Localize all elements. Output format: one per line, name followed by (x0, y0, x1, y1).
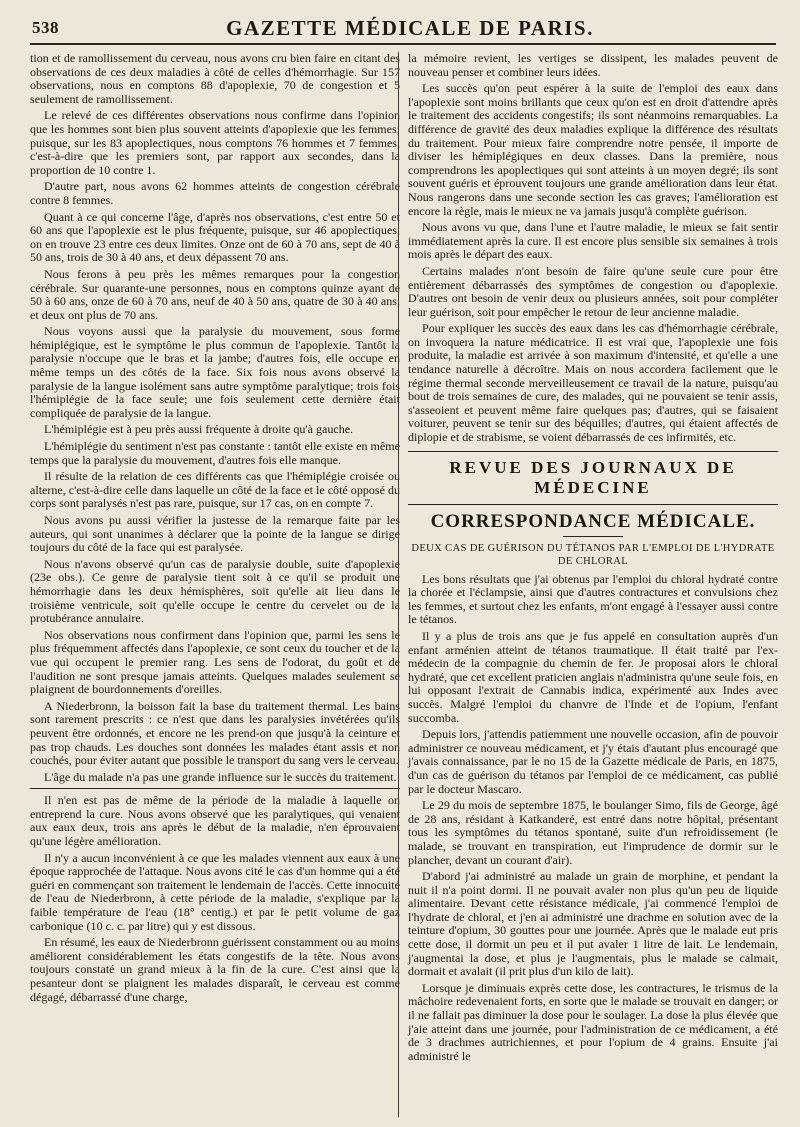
paragraph: Les bons résultats que j'ai obtenus par l'emploi du chloral hydraté contre la chorée et l'éclampsie, ainsi que d'autres contractures et convulsions chez les femmes, et surtout chez les enfants, m'ont engagé à l'essayer aussi contre le tétanos. (408, 571, 778, 627)
paragraph: Il n'y a aucun inconvénient à ce que les malades viennent aux eaux à une époque rapprochée de l'attaque. Nous avons cité le cas d'un homme qui a été guéri en commençant son traitement le lendemain de l'accès. Cette innocuité de l'eau de Niederbronn, à cette période de la maladie, s'explique par la faible température de l'eau (18° centig.) et par le petit volume de gaz carbonique (10 c. c. par litre) qui y est dissous. (30, 850, 400, 933)
paragraph: Nous voyons aussi que la paralysie du mouvement, sous forme hémiplégique, est le symptôme le plus commun de l'apoplexie. Tantôt la paralysie n'occupe que le bras et la jambe; d'autres fois, elle occupe en même temps un des côtés de la face. Six fois nous avons observé la paralysie de la langue isolément sans autre symptôme paralytique; trois fois l'hémiplégie de la face seule; une fois seulement cette dernière était compliquée de paralysie de la langue. (30, 324, 400, 420)
column-divider (398, 52, 399, 1117)
article-title: DEUX CAS DE GUÉRISON DU TÉTANOS PAR L'EMPLOI DE L'HYDRATE DE CHLORAL (411, 542, 775, 567)
paragraph: Nous avons vu que, dans l'une et l'autre maladie, le mieux se fait sentir immédiatement après la cure. Il est encore plus sensible six semaines à trois mois après le départ des eaux. (408, 220, 778, 262)
paragraph: Il y a plus de trois ans que je fus appelé en consultation auprès d'un enfant arménien atteint de tétanos traumatique. Il était traité par l'ex-médecin de la compagnie du chemin de fer. Je proposai alors le chloral hydraté, que cet excellent praticien anglais n'administra qu'une seule fois, en lui opposant l'extrait de Cannabis indica, expérimenté aux Indes avec succès. Malgré l'emploi du chanvre de l'Inde et de l'opium, l'enfant succomba. (408, 629, 778, 725)
paragraph: L'hémiplégie du sentiment n'est pas constante : tantôt elle existe en même temps que la paralysie du mouvement, d'autres fois elle manque. (30, 439, 400, 467)
review-heading: REVUE DES JOURNAUX DE MÉDECINE (449, 457, 737, 497)
paragraph: Il résulte de la relation de ces différents cas que l'hémiplégie croisée ou alterne, c'est-à-dire celle dans laquelle un côté de la face et le côté opposé du corps sont paralysés n'est pas rare, puisque, sur 17 cas, on en compte 7. (30, 469, 400, 511)
paragraph: Quant à ce qui concerne l'âge, d'après nos observations, c'est entre 50 et 60 ans que l'apoplexie est le plus fréquente, puisque, sur 46 apoplectiques, on en trouve 23 entre ces deux limites. Onze ont de 60 à 70 ans, sept de 40 à 50 ans, trois de 30 à 40 ans, et deux dépassent 70 ans. (30, 209, 400, 265)
paragraph: la mémoire revient, les vertiges se dissipent, les malades peuvent de nouveau penser et combiner leurs idées. (408, 51, 778, 79)
paragraph: Les succès qu'on peut espérer à la suite de l'emploi des eaux dans l'apoplexie sont moins brillants que ceux qu'on est en droit d'attendre après le traitement des accidents congestifs; ils sont néanmoins remarquables. La différence de gravité des deux maladies explique la différence des résultats du traitement. Pour mieux faire comprendre notre pensée, il importe de diviser les hémiplégiques en deux classes. Dans la première, nous comprendrons les apoplectiques qui sont atteints à un moyen degré; ils sont souvent guéris et éprouvent toujours une grande amélioration dans leur état. Nous rangerons dans une seconde section les cas graves; l'amélioration est encore la règle, mais le mieux ne va jamais jusqu'à complète guérison. (408, 81, 778, 218)
left-column (30, 52, 400, 1007)
paragraph: L'âge du malade n'a pas une grande influence sur le succès du traitement. (44, 769, 397, 784)
right-column (408, 52, 778, 1066)
paragraph: Depuis lors, j'attendis patiemment une nouvelle occasion, afin de pouvoir administrer ce nouveau médicament, et j'y étais d'autant plus encouragé que j'avais connaissance, par le no 15 de la Gazette médicale de Paris, en 1875, d'un cas de guérison du tétanos par l'emploi de ce médicament, cas publié par le docteur Mascaro. (408, 727, 778, 796)
paragraph: D'autre part, nous avons 62 hommes atteints de congestion cérébrale contre 8 femmes. (30, 179, 400, 207)
header-rule (30, 43, 776, 45)
journal-title: GAZETTE MÉDICALE DE PARIS. (226, 16, 594, 40)
paragraph: En résumé, les eaux de Niederbronn guérissent constamment ou au moins améliorent considérablement les états congestifs de la tête. Nous avons toujours constaté un grand mieux à la fin de la cure. C'est ainsi que la pesanteur dont se plaignent les malades disparaît, le cerveau est comme dégagé, débarrassé d'une charge, (30, 935, 400, 1004)
paragraph: Pour expliquer les succès des eaux dans les cas d'hémorrhagie cérébrale, on invoquera la nature médicatrice. Il est vrai que, l'apoplexie une fois produite, la maladie est arrivée à son maximum d'intensité, et qu'elle a une tendance naturelle à décroître. Mais on nous accordera facilement que le régime thermal seconde merveilleusement ce travail de la nature, puisqu'au bout de trois semaines de cure, des malades, qui ne pouvaient se tenir assis, s'asseoient et peuvent même faire quelques pas; d'autres, qui se faisaient voiturer, peuvent se tenir sur des béquilles; d'autres, qui étaient affectés de diplopie et de strabisme, se voient débarrassés de ces infirmités, etc. (408, 321, 778, 445)
paragraph: tion et de ramollissement du cerveau, nous avons cru bien faire en citant des observations de ces deux maladies à côté de celles d'hémorrhagie. Sur 157 observations, nous en comptons 88 d'apoplexie, 70 de congestion et 5 seulement de ramollissement. (30, 51, 400, 106)
correspondence-heading: CORRESPONDANCE MÉDICALE. (430, 510, 756, 532)
paragraph: Le 29 du mois de septembre 1875, le boulanger Simo, fils de George, âgé de 28 ans, résidant à Katkanderé, est entré dans notre hôpital, présentant tous les symptômes du tétanos spontané, suite d'un refroidissement (le malade, se trouvant en transpiration, eut l'imprudence de dormir sur le plancher, devant un courant d'air). (408, 798, 778, 867)
paragraph: Nos observations nous confirment dans l'opinion que, parmi les sens le plus fréquemment affectés dans l'apoplexie, ce sont ceux du toucher et de la vue qui occupent le premier rang. Les sens de l'odorat, du goût et de l'audition ne sont presque jamais atteints. Quelques malades seulement se plaignent de bourdonnements d'oreilles. (30, 627, 400, 697)
paragraph: Il n'en est pas de même de la période de la maladie à laquelle on entreprend la cure. Nous avons observé que les paralytiques, qui venaient aux eaux deux, trois ans après le début de la maladie, n'en éprouvaient qu'une légère amélioration. (30, 793, 400, 849)
section-rule (408, 451, 778, 452)
paragraph: A Niederbronn, la boisson fait la base du traitement thermal. Les bains sont rarement prescrits : ce n'est que dans les paralysies invétérées qu'ils peuvent être ordonnés, et encore ne les prend-on que jusqu'à la ceinture et pas trop chauds. Les douches sont données les malades étant assis et non couchés, pour éviter autant que possible le transport du sang vers le cerveau. (30, 698, 400, 768)
section-rule (30, 788, 400, 789)
paragraph: D'abord j'ai administré au malade un grain de morphine, et pendant la nuit il n'a point dormi. Il ne pouvait avaler non plus qu'un peu de liquide alimentaire. Devant cette résistance médicale, j'ai commencé l'emploi de l'hydrate de chloral, et j'en ai administré une drachme en solution avec de la teinture d'opium, 30 gouttes pour une journée. Après que le malade eut pris cette dose, il dormit un peu et il put avaler 1 litre de lait. Le lendemain, j'augmentai la dose, et plus je l'augmentais, plus le malade se calmait, dormait et avalait (il prit plus d'un kilo de lait). (408, 869, 778, 979)
paragraph: Lorsque je diminuais exprès cette dose, les contractures, le trismus de la mâchoire redevenaient forts, en sorte que le malade se trouvait en danger; or il ne fallait pas diminuer la dose pour le soulager. La dose la plus élevée que j'aie atteint dans une journée, pour l'administration de ce médicament, a été de 3 drachmes autrichiennes, et pour l'opium de 4 grains. Ensuite j'ai administré le (408, 980, 778, 1063)
paragraph: L'hémiplégie est à peu près aussi fréquente à droite qu'à gauche. (44, 422, 354, 437)
paragraph: Nous ferons à peu près les mêmes remarques pour la congestion cérébrale. Sur quarante-une personnes, nous en comptons quinze ayant de 50 à 60 ans, onze de 60 à 70 ans, neuf de 40 à 50 ans, quatre de 30 à 40 ans, et deux ont plus de 70 ans. (30, 266, 400, 322)
paragraph: Nous avons pu aussi vérifier la justesse de la remarque faite par les auteurs, qui sont unanimes à déclarer que la pointe de la langue se dirige toujours du côté de la face qui est paralysée. (30, 513, 400, 555)
paragraph: Le relevé de ces différentes observations nous confirme dans l'opinion que les hommes sont bien plus souvent atteints d'apoplexie que les femmes; puisque, sur les 83 apoplectiques, nous comptons 76 hommes et 7 femmes, c'est-à-dire que les premiers sont, par rapport aux secondes, dans la proportion de 10 contre 1. (30, 108, 400, 177)
short-rule (563, 536, 623, 537)
section-rule (408, 504, 778, 505)
paragraph: Nous n'avons observé qu'un cas de paralysie double, suite d'apoplexie (23e obs.). Ce genre de paralysie tient soit à ce qu'il se produit une hémorrhagie dans les deux hémisphères, soit qu'elle ait lieu dans le troisième ventricule, soit qu'elle occupe le centre du cervelet ou de la protubérance annulaire. (30, 556, 400, 626)
paragraph: Certains malades n'ont besoin de faire qu'une seule cure pour être entièrement débarrassés des symptômes de congestion ou d'apoplexie. D'autres ont besoin de venir deux ou plusieurs années, soit pour compléter leur guérison, soit pour empêcher le retour de leur ancienne maladie. (408, 263, 778, 319)
page-number: 538 (32, 18, 59, 37)
